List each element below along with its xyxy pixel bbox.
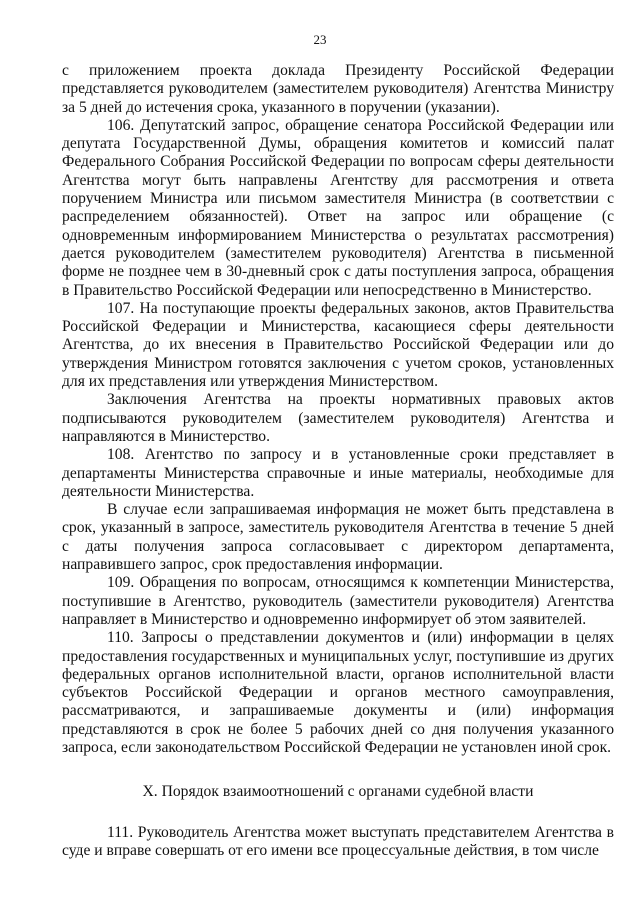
- section-heading: X. Порядок взаимоотношений с органами судебной власти: [142, 783, 534, 801]
- paragraph-106: 106. Депутатский запрос, обращение сенатора Российской Федерации или депутата Государственной Думы, обращения комитетов и комиссий палат Федерального Собрания Российской Федерации по вопросам сферы деятельности Агентства могут быть направлены Агентству для рассмотрения и ответа поручением Министра или письмом заместителя Министра (в соответствии с распределением обязанностей). Ответ на запрос или обращение (с одновременным информированием Министерства о результатах рассмотрения) дается руководителем (заместителем руководителя) Агентства в письменной форме не позднее чем в 30-дневный срок с даты поступления запроса, обращения в Правительство Российской Федерации или непосредственно в Министерство.: [62, 116, 614, 299]
- paragraph-107-conclusions: Заключения Агентства на проекты нормативных правовых актов подписываются руководителем (заместителем руководителя) Агентства и направляются в Министерство.: [62, 391, 614, 445]
- paragraph-108-case: В случае если запрашиваемая информация не может быть представлена в срок, указанный в запросе, заместитель руководителя Агентства в течение 5 дней с даты получения запроса согласовывает с директором департамента, направившего запрос, срок предоставления информации.: [62, 501, 614, 574]
- document-body: [62, 62, 614, 860]
- page-number: 23: [313, 32, 327, 47]
- paragraph-111: 111. Руководитель Агентства может выступать представителем Агентства в суде и вправе совершать от его имени все процессуальные действия, в том числе: [62, 823, 614, 859]
- paragraph-108: 108. Агентство по запросу и в установленные сроки представляет в департаменты Министерства справочные и иные материалы, необходимые для деятельности Министерства.: [62, 446, 614, 500]
- paragraph-110: 110. Запросы о представлении документов и (или) информации в целях предоставления государственных и муниципальных услуг, поступившие из других федеральных органов исполнительной власти, органов исполнительной власти субъектов Российской Федерации и органов местного самоуправления, рассматриваются, и запрашиваемые документы и (или) информация представляются в срок не более 5 рабочих дней со дня получения указанного запроса, если законодательством Российской Федерации не установлен иной срок.: [62, 629, 614, 756]
- paragraph-continuation: с приложением проекта доклада Президенту Российской Федерации представляется руководителем (заместителем руководителя) Агентства Министру за 5 дней до истечения срока, указанного в поручении (указании).: [62, 62, 614, 116]
- paragraph-107: 107. На поступающие проекты федеральных законов, актов Правительства Российской Федерации и Министерства, касающиеся сферы деятельности Агентства, до их внесения в Правительство Российской Федерации или до утверждения Министром готовятся заключения с учетом сроков, установленных для их представления или утверждения Министерством.: [62, 299, 614, 391]
- paragraph-109: 109. Обращения по вопросам, относящимся к компетенции Министерства, поступившие в Агентство, руководитель (заместители руководителя) Агентства направляет в Министерство и одновременно информирует об этом заявителей.: [62, 574, 614, 628]
